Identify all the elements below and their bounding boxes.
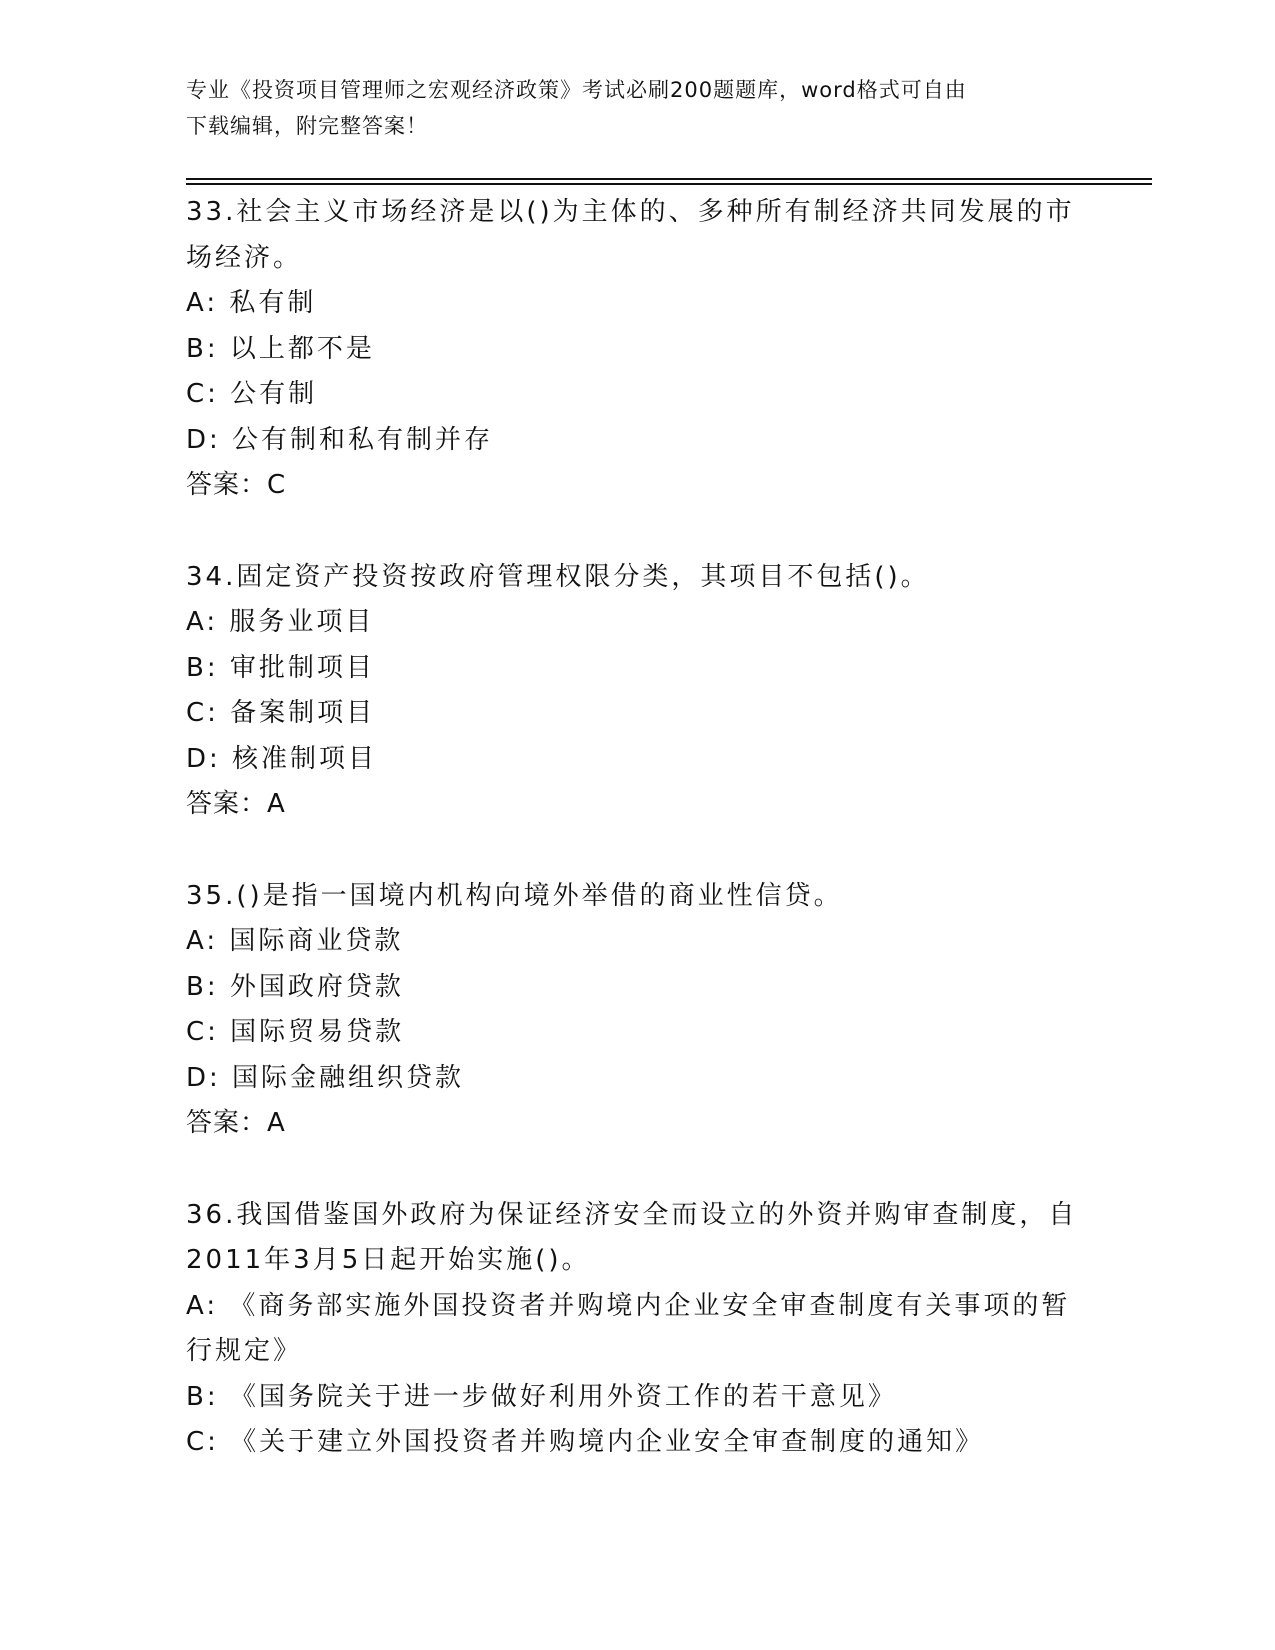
option-line: A: 国际商业贷款 xyxy=(186,926,404,956)
option-line: C: 国际贸易贷款 xyxy=(186,1017,405,1047)
question-36 xyxy=(186,1193,1086,1466)
answer-line: 答案：A xyxy=(186,789,286,819)
option-line: A: 私有制 xyxy=(186,288,317,318)
question-34 xyxy=(186,555,1086,828)
question-stem-line: 2011年3月5日起开始实施()。 xyxy=(186,1245,591,1275)
option-line: A: 《商务部实施外国投资者并购境内企业安全审查制度有关事项的暂 xyxy=(186,1290,1071,1321)
option-line: B: 以上都不是 xyxy=(186,333,375,364)
option-line: D: 核准制项目 xyxy=(186,743,378,774)
option-line: 行规定》 xyxy=(186,1336,303,1366)
option-line: A: 服务业项目 xyxy=(186,607,375,637)
option-line: D: 国际金融组织贷款 xyxy=(186,1062,465,1093)
question-stem-line: 35.()是指一国境内机构向境外举借的商业性信贷。 xyxy=(186,880,843,911)
question-stem-line: 36.我国借鉴国外政府为保证经济安全而设立的外资并购审查制度，自 xyxy=(186,1199,1078,1230)
question-stem-line: 34.固定资产投资按政府管理权限分类，其项目不包括()。 xyxy=(186,561,930,592)
answer-line: 答案：C xyxy=(186,470,287,500)
question-stem-line: 场经济。 xyxy=(186,242,303,273)
header-rule-bottom xyxy=(186,183,1152,185)
option-line: C: 《关于建立外国投资者并购境内企业安全审查制度的通知》 xyxy=(186,1427,985,1457)
question-list xyxy=(186,190,1086,1512)
question-35 xyxy=(186,874,1086,1147)
question-33 xyxy=(186,190,1086,509)
document-header xyxy=(186,72,1066,144)
option-line: C: 备案制项目 xyxy=(186,698,376,728)
answer-line: 答案：A xyxy=(186,1108,286,1138)
header-rule-top xyxy=(186,178,1152,180)
option-line: B: 外国政府贷款 xyxy=(186,971,404,1002)
header-line-2: 下载编辑，附完整答案！ xyxy=(186,114,428,138)
header-line-1: 专业《投资项目管理师之宏观经济政策》考试必刷200题题库，word格式可自由 xyxy=(186,78,967,102)
option-line: D: 公有制和私有制并存 xyxy=(186,424,494,455)
option-line: B: 审批制项目 xyxy=(186,652,375,683)
option-line: C: 公有制 xyxy=(186,379,318,409)
option-line: B: 《国务院关于进一步做好利用外资工作的若干意见》 xyxy=(186,1381,897,1412)
question-stem-line: 33.社会主义市场经济是以()为主体的、多种所有制经济共同发展的市 xyxy=(186,197,1075,227)
